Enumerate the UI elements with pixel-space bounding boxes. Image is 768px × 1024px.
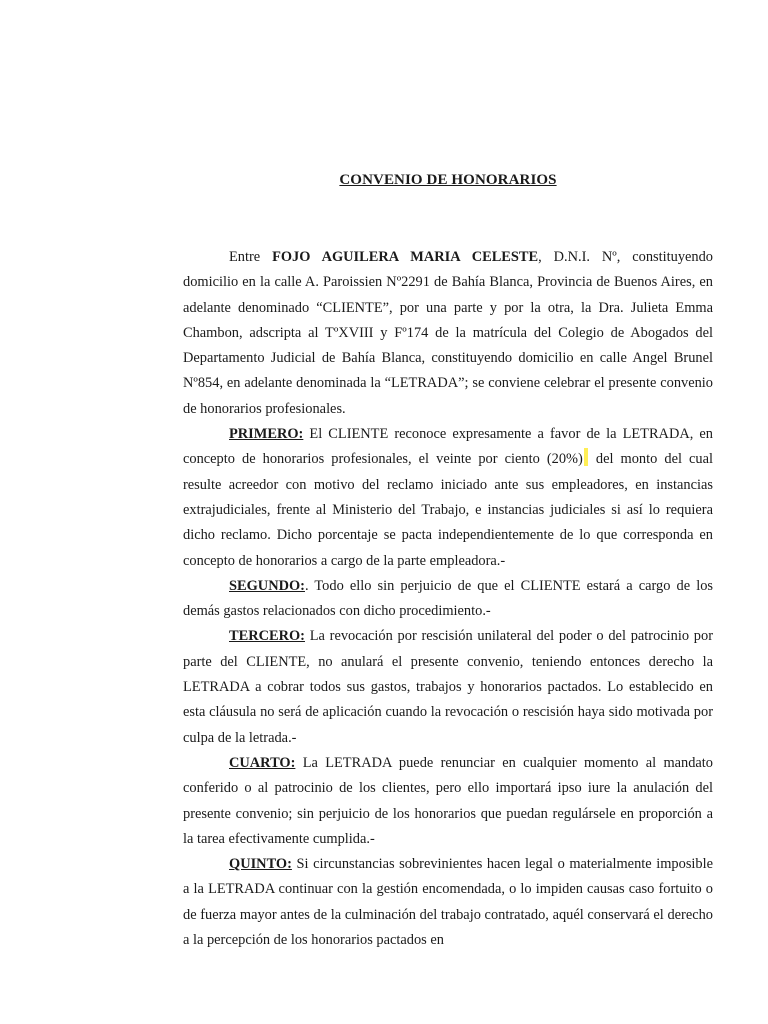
party-name: FOJO AGUILERA MARIA CELESTE [272,249,539,265]
clause-text: El CLIENTE reconoce expresamente a favor de la LETRADA, en concepto de honorarios profesionales, el veinte por ciento (20%) [183,426,713,468]
clause-tercero [183,624,713,750]
clause-heading: QUINTO: [229,856,292,873]
document-body [183,245,713,953]
clause-text: Si circunstancias sobrevinientes hacen legal o materialmente imposible a la LETRADA continuar con la gestión encomendada, o lo impiden causas caso fortuito o de fuerza mayor antes de la culminación del trabajo contratado, aquél conservará el derecho a la percepción de los honorarios pactados en [183,856,713,949]
clause-text: . Todo ello sin perjuicio de que el CLIENTE estará a cargo de los demás gastos relacionados con dicho procedimiento.- [183,577,713,620]
intro-lead: Entre [229,249,273,265]
clause-text: La LETRADA puede renunciar en cualquier momento al mandato conferido o al patrocinio de los clientes, pero ello importará ipso iure la anulación del presente convenio; sin perjuicio de los honorarios que puedan regulársele en proporción a la tarea efectivamente cumplida.- [183,754,713,847]
intro-paragraph [183,245,713,422]
clause-primero [183,422,713,574]
document-title: CONVENIO DE HONORARIOS [339,172,557,188]
clause-segundo [183,574,713,625]
clause-heading: TERCERO: [229,628,305,645]
clause-cuarto [183,751,713,852]
clause-heading: CUARTO: [229,754,296,771]
clause-text: La revocación por rescisión unilateral del poder o del patrocinio por parte del CLIENTE, no anulará el presente convenio, teniendo entonces derecho la LETRADA a cobrar todos sus gastos, trabajos y honorarios pactados. Lo establecido en esta cláusula no será de aplicación cuando la revocación o rescisión haya sido motivada por culpa de la letrada.- [183,628,713,746]
clause-quinto [183,852,713,953]
intro-rest: , D.N.I. Nº, constituyendo domicilio en la calle A. Paroissien Nº2291 de Bahía Blanca, Provincia de Buenos Aires, en adelante denominado “CLIENTE”, por una parte y por la otra, la Dra. Julieta Emma Chambon, adscripta al TºXVIII y Fº174 de la matrícula del Colegio de Abogados del Departamento Judicial de Bahía Blanca, constituyendo domicilio en calle Angel Brunel Nº854, en adelante denominada la “LETRADA”; se conviene celebrar el presente convenio de honorarios profesionales. [183,249,713,417]
clause-text: del monto del cual resulte acreedor con motivo del reclamo iniciado ante sus empleadores, en instancias extrajudiciales, frente al Ministerio del Trabajo, e instancias judiciales si así lo requiera dicho reclamo. Dicho porcentaje se pacta independientemente de lo que corresponda en concepto de honorarios a cargo de la parte empleadora.- [183,451,713,569]
highlight-mark [584,448,588,466]
clause-heading: SEGUNDO: [229,577,305,594]
clause-heading: PRIMERO: [229,426,304,443]
